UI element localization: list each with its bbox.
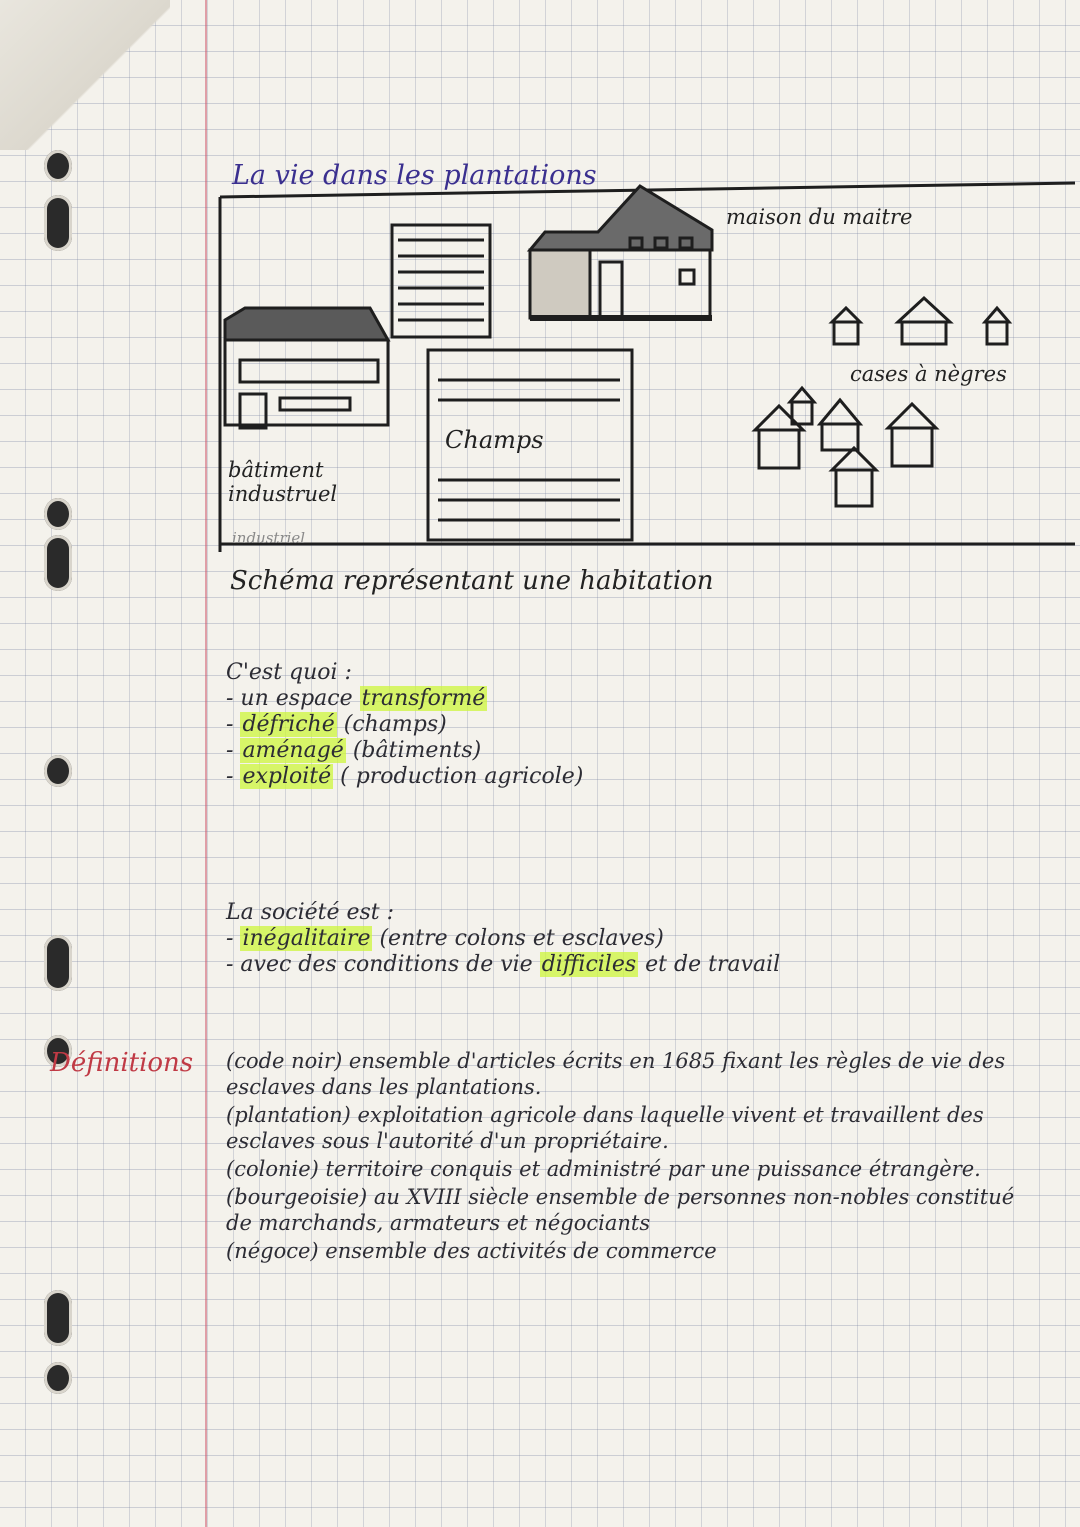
highlighted-term: exploité xyxy=(242,764,332,789)
definition-entry: (colonie) territoire conquis et administré par une puissance étrangère. xyxy=(226,1157,981,1181)
society-heading: La société est : xyxy=(226,900,395,925)
definition-entry: (code noir) ensemble d'articles écrits en 1685 fixant les règles de vie des esclaves dans les plantations. xyxy=(226,1049,1006,1099)
bullet-text: - xyxy=(226,926,241,951)
binder-hole xyxy=(44,1362,72,1394)
highlighted-term: défriché xyxy=(242,712,335,737)
binder-hole xyxy=(44,935,72,991)
bullet-text: - xyxy=(226,738,241,763)
definition-entry: (négoce) ensemble des activités de commerce xyxy=(226,1239,717,1263)
highlighted-term: difficiles xyxy=(541,952,637,977)
what-is-it-section xyxy=(226,660,583,790)
definitions-label: Définitions xyxy=(50,1048,194,1078)
bullet-text: - xyxy=(226,712,241,737)
bullet-item xyxy=(226,686,583,712)
schema-caption: Schéma représentant une habitation xyxy=(230,566,714,596)
bullet-text: - xyxy=(226,764,241,789)
bullet-item xyxy=(226,712,583,738)
bullet-item xyxy=(226,764,583,790)
definition-entry: (bourgeoisie) au XVIII siècle ensemble de personnes non-nobles constitué de marchands, armateurs et négociants xyxy=(226,1185,1015,1235)
label-slave-huts: cases à nègres xyxy=(850,362,1007,386)
binder-hole xyxy=(44,1290,72,1346)
bullet-text: et de travail xyxy=(638,952,781,977)
label-industrial: bâtiment industruel xyxy=(228,458,338,506)
society-section xyxy=(226,900,780,978)
page-title: La vie dans les plantations xyxy=(232,160,597,191)
definitions-list xyxy=(226,1048,1046,1266)
binder-hole xyxy=(44,755,72,787)
definition-entry: (plantation) exploitation agricole dans laquelle vivent et travaillent des esclaves sous l'autorité d'un propriétaire. xyxy=(226,1103,984,1153)
what-is-it-heading: C'est quoi : xyxy=(226,660,352,685)
industrial-roof xyxy=(225,308,388,340)
plantation-drawing xyxy=(0,0,1080,600)
bullet-item xyxy=(226,738,583,764)
bullet-text: (entre colons et esclaves) xyxy=(372,926,664,951)
label-industrial-correction: industriel xyxy=(232,529,306,547)
bullet-text: - un espace xyxy=(226,686,360,711)
bullet-text: (champs) xyxy=(336,712,447,737)
highlighted-term: aménagé xyxy=(242,738,344,763)
label-master-house: maison du maitre xyxy=(726,205,913,229)
bullet-text: ( production agricole) xyxy=(333,764,584,789)
highlighted-term: inégalitaire xyxy=(242,926,371,951)
label-fields: Champs xyxy=(445,426,544,454)
bullet-text: (bâtiments) xyxy=(345,738,482,763)
slave-huts xyxy=(755,298,1009,506)
highlighted-term: transformé xyxy=(361,686,486,711)
bullet-item xyxy=(226,952,780,978)
bullet-text: - avec des conditions de vie xyxy=(226,952,540,977)
bullet-item xyxy=(226,926,780,952)
